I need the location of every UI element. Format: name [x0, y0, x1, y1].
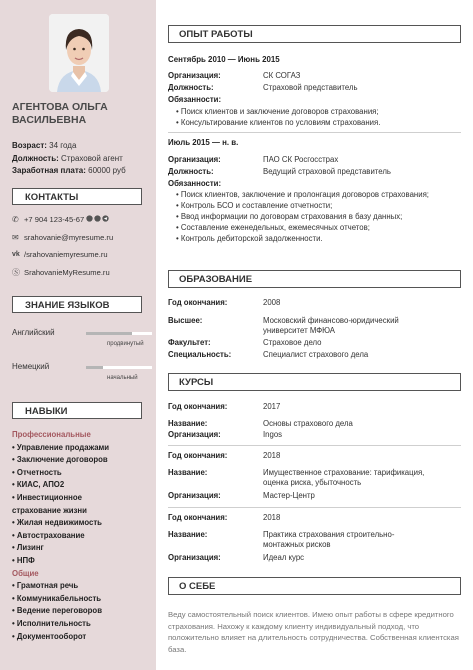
skills-heading: НАВЫКИ: [12, 402, 142, 419]
job-period: Сентябрь 2010 — Июнь 2015: [168, 55, 280, 64]
skill-item: • Жилая недвижимость: [12, 517, 152, 530]
job-duties: [176, 106, 456, 128]
contact-skype[interactable]: [12, 264, 113, 282]
contacts-list: [12, 211, 113, 281]
language-name: Немецкий: [12, 362, 50, 371]
position-value: Страховой агент: [61, 153, 123, 163]
education-heading: ОБРАЗОВАНИЕ: [168, 270, 461, 288]
languages-heading: ЗНАНИЕ ЯЗЫКОВ: [12, 296, 142, 313]
language-level-fill: [86, 332, 132, 335]
phone-icon: ✆: [12, 215, 19, 224]
duty-item: • Составление еженедельных, ежемесячных отчетов;: [176, 222, 456, 233]
email-value: srahovanie@myresume.ru: [24, 232, 114, 242]
about-heading: О СЕБЕ: [168, 577, 461, 595]
job-duties: [176, 189, 456, 244]
skills-category: Профессиональные: [12, 430, 91, 439]
salary-value: 60000 руб: [88, 166, 126, 175]
skill-item: • НПФ: [12, 555, 152, 568]
about-text: Веду самостоятельный поиск клиентов. Имею опыт работы в сфере кредитного страхования. Нахожу к каждому клиенту индивидуальный подход, что положительно влияет на длительность сотрудничества. Собственная клиентская база.: [168, 610, 459, 654]
skills-list: [12, 429, 152, 643]
language-level-bar: [86, 332, 152, 335]
skype-icon: Ⓢ: [12, 267, 20, 277]
divider: [168, 445, 461, 446]
skill-item: • Коммуникабельность: [12, 593, 152, 606]
language-item: [12, 328, 152, 347]
language-name: Английский: [12, 328, 55, 337]
contact-phone[interactable]: [12, 211, 113, 229]
experience-heading: ОПЫТ РАБОТЫ: [168, 25, 461, 43]
candidate-name: АГЕНТОВА ОЛЬГА ВАСИЛЬЕВНА: [12, 101, 108, 126]
personal-info: [12, 140, 126, 178]
language-level-bar: [86, 366, 152, 369]
duty-item: • Контроль БСО и составление отчетности;: [176, 200, 456, 211]
viber-icon: [94, 211, 101, 229]
contact-email[interactable]: [12, 229, 113, 247]
duty-item: • Поиск клиентов и заключение договоров страхования;: [176, 106, 456, 117]
skill-item: • Лизинг: [12, 542, 152, 555]
skill-item: • Заключение договоров: [12, 454, 152, 467]
telegram-icon: [102, 211, 109, 229]
skill-item: • Грамотная речь: [12, 580, 152, 593]
skill-item: • Документооборот: [12, 631, 152, 644]
duty-item: • Консультирование клиентов по условиям страхования.: [176, 117, 456, 128]
vk-icon: vk: [12, 251, 20, 258]
divider: [168, 132, 461, 133]
contact-vk[interactable]: [12, 246, 113, 264]
vk-value: /srahovaniemyresume.ru: [24, 250, 108, 259]
sidebar: [0, 0, 156, 670]
skill-item: • Исполнительность: [12, 618, 152, 631]
skill-item: • Ведение переговоров: [12, 605, 152, 618]
profile-photo: [49, 14, 109, 92]
duty-item: • Контроль дебиторской задолженности.: [176, 233, 456, 244]
language-level: начальный: [107, 375, 138, 381]
whatsapp-icon: [86, 211, 93, 229]
skill-item: • Автострахование: [12, 530, 152, 543]
skill-item: • Инвестиционное страхование жизни: [12, 492, 112, 517]
phone-value: +7 904 123-45-67: [24, 215, 85, 224]
skill-item: • КИАС, АПО2: [12, 479, 152, 492]
courses-heading: КУРСЫ: [168, 373, 461, 391]
contacts-heading: КОНТАКТЫ: [12, 188, 142, 205]
skype-value: SrahovanieMyResume.ru: [24, 267, 110, 277]
position-label: Должность:: [12, 153, 59, 163]
job-period: Июль 2015 — н. в.: [168, 138, 239, 147]
divider: [168, 507, 461, 508]
email-icon: ✉: [12, 232, 19, 242]
skill-item: • Управление продажами: [12, 442, 152, 455]
language-level-fill: [86, 366, 103, 369]
age-value: 34 года: [49, 141, 77, 150]
skills-category: Общие: [12, 568, 39, 578]
duty-item: • Поиск клиентов, заключение и пролонгация договоров страхования;: [176, 189, 456, 200]
duty-item: • Ввод информации по договорам страхования в базу данных;: [176, 211, 456, 222]
language-item: [12, 362, 152, 381]
age-label: Возраст:: [12, 141, 47, 150]
language-level: продвинутый: [107, 341, 144, 347]
salary-label: Заработная плата:: [12, 166, 86, 175]
skill-item: • Отчетность: [12, 467, 152, 480]
main-content: ОПЫТ РАБОТЫ Сентябрь 2010 — Июнь 2015 Организация: СК СОГАЗ Должность: Страховой представитель Обязанности: • Поиск клиентов и заключение договоров страхования; • Консультирование клиентов по условиям страхования. Июль 2015 — н. в. Организация: ПАО СК Росгосстрах Должность: Ведущий страховой представитель Обязанности: • Поиск клиентов, заключение и пролонгация договоров страхования; • Контроль БСО и составление отчетности; • Ввод информации по договорам страхования в базу данных; • Составление еженедельных, ежемесячных отчетов; • Контроль дебиторской задолженности. ОБРАЗОВАНИЕ Год окончания: 2008 Высшее: Московский финансово-юридический университет МФЮА Факультет: Страховое дело Специальность: Специалист страхового дела КУРСЫ Год окончания: 2017 Название: Основы страхового дела Организация: Ingos Год окончания: 2018 Название: Имущественное страхование: тарификация, оценка риска, убыточность Организация: Мастер-Центр Год окончания: 2018 Название: Практика страхования строительно-монтажных рисков Организация: Идеал курс О СЕБЕ Веду самостоятельный поиск клиентов. Имею опыт работы в сфере кредитного страхования. Нахожу к каждому клиенту индивидуальный подход, что положительно влияет на длительность сотрудничества. Собственная клиентская база.: [156, 0, 473, 670]
